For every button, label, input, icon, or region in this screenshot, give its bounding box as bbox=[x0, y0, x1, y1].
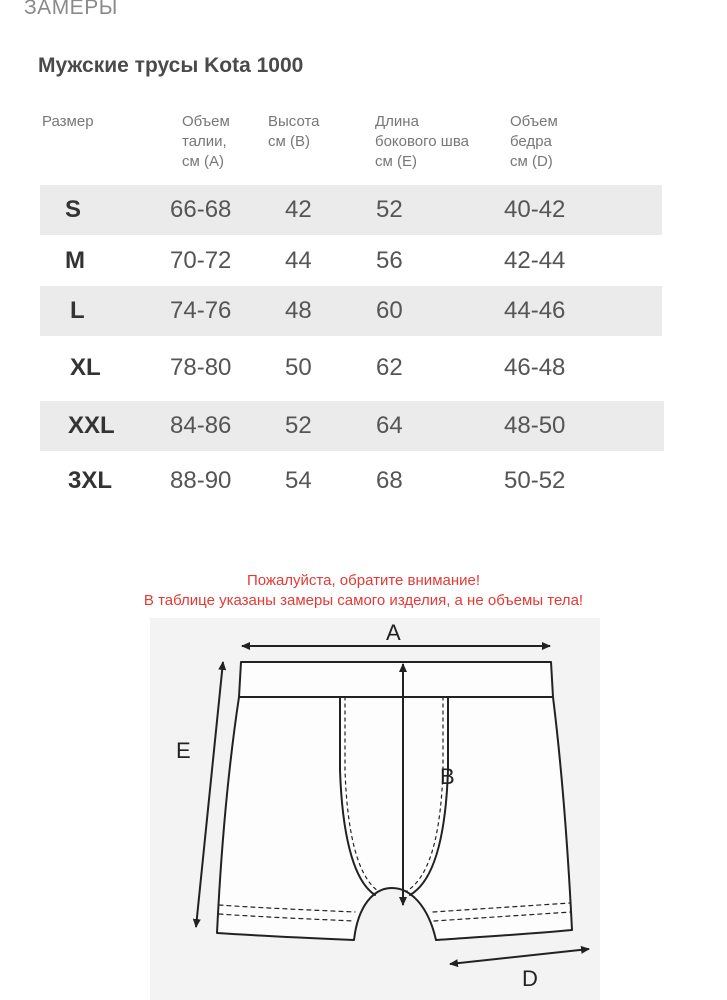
header-line: см (А) bbox=[182, 153, 224, 170]
header-line: см (Е) bbox=[375, 153, 417, 170]
size-cell: M bbox=[65, 247, 85, 274]
label-b: B bbox=[440, 764, 455, 789]
side-seam-cell: 52 bbox=[376, 196, 403, 223]
waist-cell: 78-80 bbox=[170, 354, 232, 381]
height-cell: 52 bbox=[285, 412, 312, 439]
side-seam-cell: 68 bbox=[376, 467, 403, 494]
hip-cell: 40-42 bbox=[504, 196, 566, 223]
size-cell: L bbox=[70, 297, 85, 324]
label-a: A bbox=[386, 620, 401, 645]
waistband-outline bbox=[239, 662, 553, 697]
label-e: E bbox=[176, 738, 191, 763]
header-line: талии, bbox=[182, 133, 227, 150]
hip-cell: 48-50 bbox=[504, 412, 566, 439]
briefs-outline bbox=[217, 697, 572, 940]
arrow-d bbox=[450, 949, 589, 964]
size-cell: XXL bbox=[68, 412, 115, 439]
hip-cell: 42-44 bbox=[504, 247, 566, 274]
header-line: Объем bbox=[182, 113, 230, 130]
height-cell: 48 bbox=[285, 297, 312, 324]
hip-cell: 44-46 bbox=[504, 297, 566, 324]
hip-cell: 50-52 bbox=[504, 467, 566, 494]
waist-cell: 74-76 bbox=[170, 297, 232, 324]
header-line: Объем bbox=[510, 113, 558, 130]
height-cell: 44 bbox=[285, 247, 312, 274]
waist-cell: 70-72 bbox=[170, 247, 232, 274]
side-seam-cell: 64 bbox=[376, 412, 403, 439]
hip-cell: 46-48 bbox=[504, 354, 566, 381]
waist-cell: 88-90 bbox=[170, 467, 232, 494]
waist-cell: 66-68 bbox=[170, 196, 232, 223]
size-cell: 3XL bbox=[68, 467, 113, 494]
notice-line-2: В таблице указаны замеры самого изделия, а не объемы тела! bbox=[143, 592, 584, 609]
height-cell: 54 bbox=[285, 467, 312, 494]
height-cell: 42 bbox=[285, 196, 312, 223]
side-seam-cell: 62 bbox=[376, 354, 403, 381]
section-heading: ЗАМЕРЫ bbox=[24, 0, 118, 19]
side-seam-cell: 60 bbox=[376, 297, 403, 324]
header-line: бедра bbox=[510, 133, 552, 150]
notice-line-1: Пожалуйста, обратите внимание! bbox=[246, 572, 481, 589]
header-line: Размер bbox=[42, 113, 94, 130]
header-line: бокового шва bbox=[375, 133, 469, 150]
side-seam-cell: 56 bbox=[376, 247, 403, 274]
size-cell: S bbox=[65, 196, 82, 223]
label-d: D bbox=[522, 966, 538, 991]
header-line: Высота bbox=[268, 113, 320, 130]
height-cell: 50 bbox=[285, 354, 312, 381]
header-line: см (D) bbox=[510, 153, 553, 170]
waist-cell: 84-86 bbox=[170, 412, 232, 439]
size-cell: XL bbox=[70, 354, 101, 381]
header-line: Длина bbox=[375, 113, 419, 130]
header-line: см (В) bbox=[268, 133, 310, 150]
product-title: Мужские трусы Kota 1000 bbox=[38, 54, 304, 77]
